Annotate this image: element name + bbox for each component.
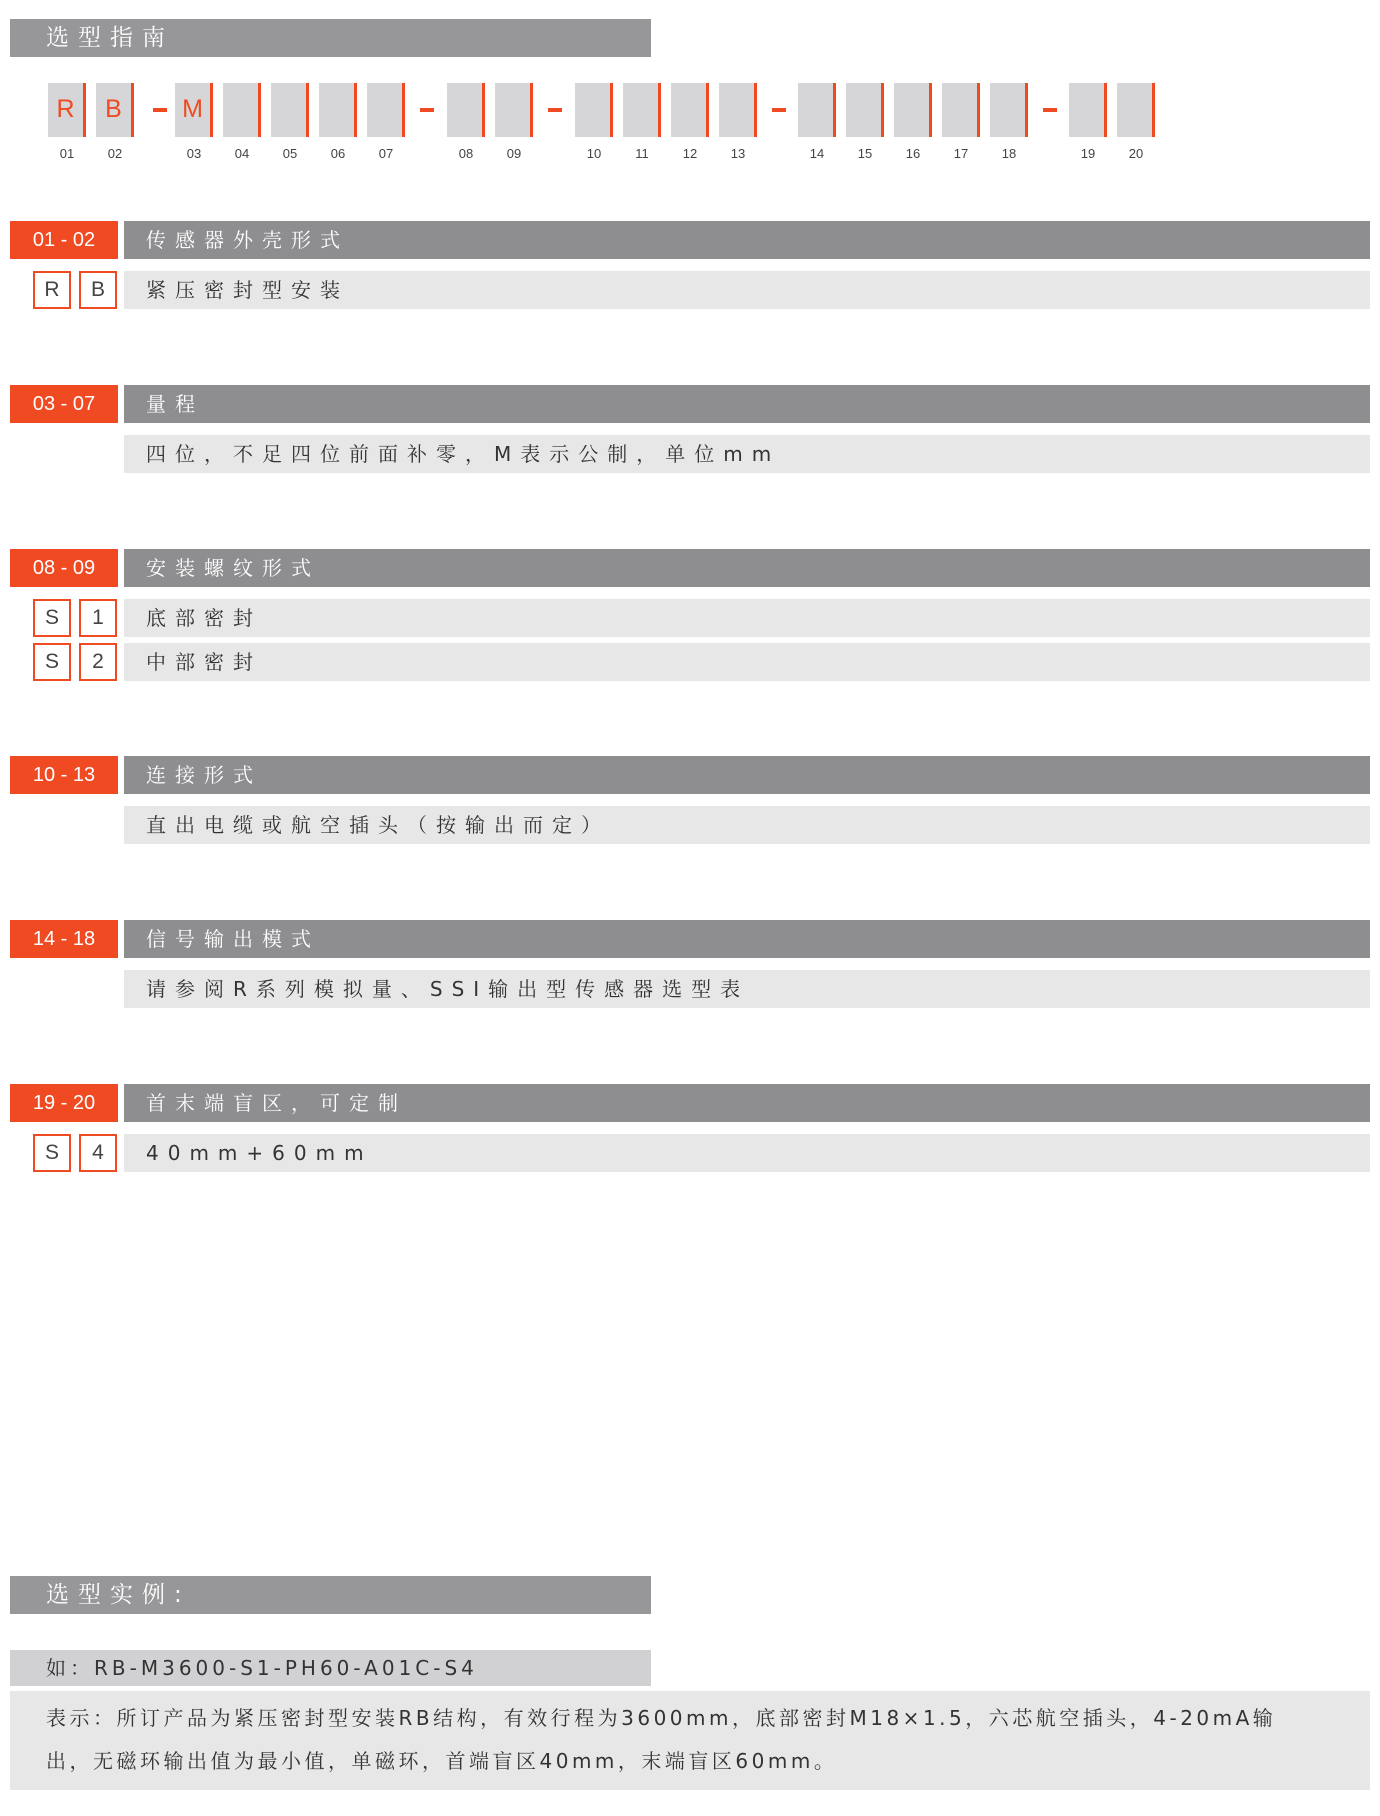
code-position-number: 14: [809, 146, 825, 161]
section-tag: 08 - 09: [10, 549, 118, 587]
section-tag: 10 - 13: [10, 756, 118, 794]
code-cell-08: [447, 83, 485, 137]
code-position-number: 06: [330, 146, 346, 161]
example-code: 如：RB-M3600-S1-PH60-A01C-S4: [10, 1650, 651, 1686]
code-separator-dash: [548, 108, 562, 112]
section-tag: 03 - 07: [10, 385, 118, 423]
code-cell-value: M: [182, 95, 203, 123]
section-tag: 19 - 20: [10, 1084, 118, 1122]
code-position-number: 08: [458, 146, 474, 161]
section-heading: 安装螺纹形式: [124, 549, 1370, 587]
code-position-number: 05: [282, 146, 298, 161]
code-cell-05: [271, 83, 309, 137]
option-code-box: 4: [79, 1134, 117, 1172]
code-cell-17: [942, 83, 980, 137]
section-tag: 01 - 02: [10, 221, 118, 259]
section-row: 请参阅R系列模拟量、SSI输出型传感器选型表: [124, 970, 1370, 1008]
code-position-number: 04: [234, 146, 250, 161]
option-code-box: B: [79, 271, 117, 309]
option-code-box: R: [33, 271, 71, 309]
example-desc-line-1: 表示：所订产品为紧压密封型安装RB结构，有效行程为3600mm，底部密封M18×1.5，六芯航空插头，4-20mA输: [46, 1706, 1277, 1730]
code-separator-dash: [153, 108, 167, 112]
code-cell-07: [367, 83, 405, 137]
code-separator-dash: [420, 108, 434, 112]
code-position-number: 17: [953, 146, 969, 161]
code-cell-13: [719, 83, 757, 137]
code-cell-14: [798, 83, 836, 137]
code-position-number: 19: [1080, 146, 1096, 161]
code-cell-04: [223, 83, 261, 137]
code-position-number: 20: [1128, 146, 1144, 161]
example-description: [10, 1691, 1370, 1790]
code-cell-20: [1117, 83, 1155, 137]
section-row: 直出电缆或航空插头（按输出而定）: [124, 806, 1370, 844]
guide-title: 选型指南: [10, 19, 651, 57]
section-row: 底部密封: [124, 599, 1370, 637]
code-cell-01: [48, 83, 86, 137]
code-position-number: 10: [586, 146, 602, 161]
code-separator-dash: [772, 108, 786, 112]
code-cell-11: [623, 83, 661, 137]
code-cell-15: [846, 83, 884, 137]
section-heading: 连接形式: [124, 756, 1370, 794]
code-position-number: 18: [1001, 146, 1017, 161]
code-position-number: 01: [59, 146, 75, 161]
code-cell-18: [990, 83, 1028, 137]
code-cell-16: [894, 83, 932, 137]
code-separator-dash: [1043, 108, 1057, 112]
code-cell-09: [495, 83, 533, 137]
section-heading: 量程: [124, 385, 1370, 423]
section-heading: 信号输出模式: [124, 920, 1370, 958]
section-row: 中部密封: [124, 643, 1370, 681]
code-position-number: 07: [378, 146, 394, 161]
code-cell-02: [96, 83, 134, 137]
option-code-box: 1: [79, 599, 117, 637]
example-desc-line-2: 出，无磁环输出值为最小值，单磁环，首端盲区40mm，末端盲区60mm。: [46, 1749, 838, 1773]
section-row: 紧压密封型安装: [124, 271, 1370, 309]
code-position-number: 15: [857, 146, 873, 161]
code-position-number: 03: [186, 146, 202, 161]
code-cell-value: B: [105, 95, 122, 123]
code-position-number: 12: [682, 146, 698, 161]
code-cell-10: [575, 83, 613, 137]
code-cell-19: [1069, 83, 1107, 137]
example-title: 选型实例:: [10, 1576, 651, 1614]
section-heading: 首末端盲区，可定制: [124, 1084, 1370, 1122]
option-code-box: S: [33, 643, 71, 681]
code-position-number: 16: [905, 146, 921, 161]
section-row: 40mm+60mm: [124, 1134, 1370, 1172]
section-heading: 传感器外壳形式: [124, 221, 1370, 259]
code-cell-06: [319, 83, 357, 137]
code-cell-03: [175, 83, 213, 137]
code-position-number: 11: [635, 146, 649, 161]
code-cell-12: [671, 83, 709, 137]
option-code-box: S: [33, 599, 71, 637]
code-cell-value: R: [56, 95, 75, 123]
section-row: 四位，不足四位前面补零，M表示公制，单位mm: [124, 435, 1370, 473]
option-code-box: 2: [79, 643, 117, 681]
option-code-box: S: [33, 1134, 71, 1172]
code-position-number: 09: [506, 146, 522, 161]
section-tag: 14 - 18: [10, 920, 118, 958]
code-position-number: 02: [107, 146, 123, 161]
code-position-number: 13: [730, 146, 746, 161]
